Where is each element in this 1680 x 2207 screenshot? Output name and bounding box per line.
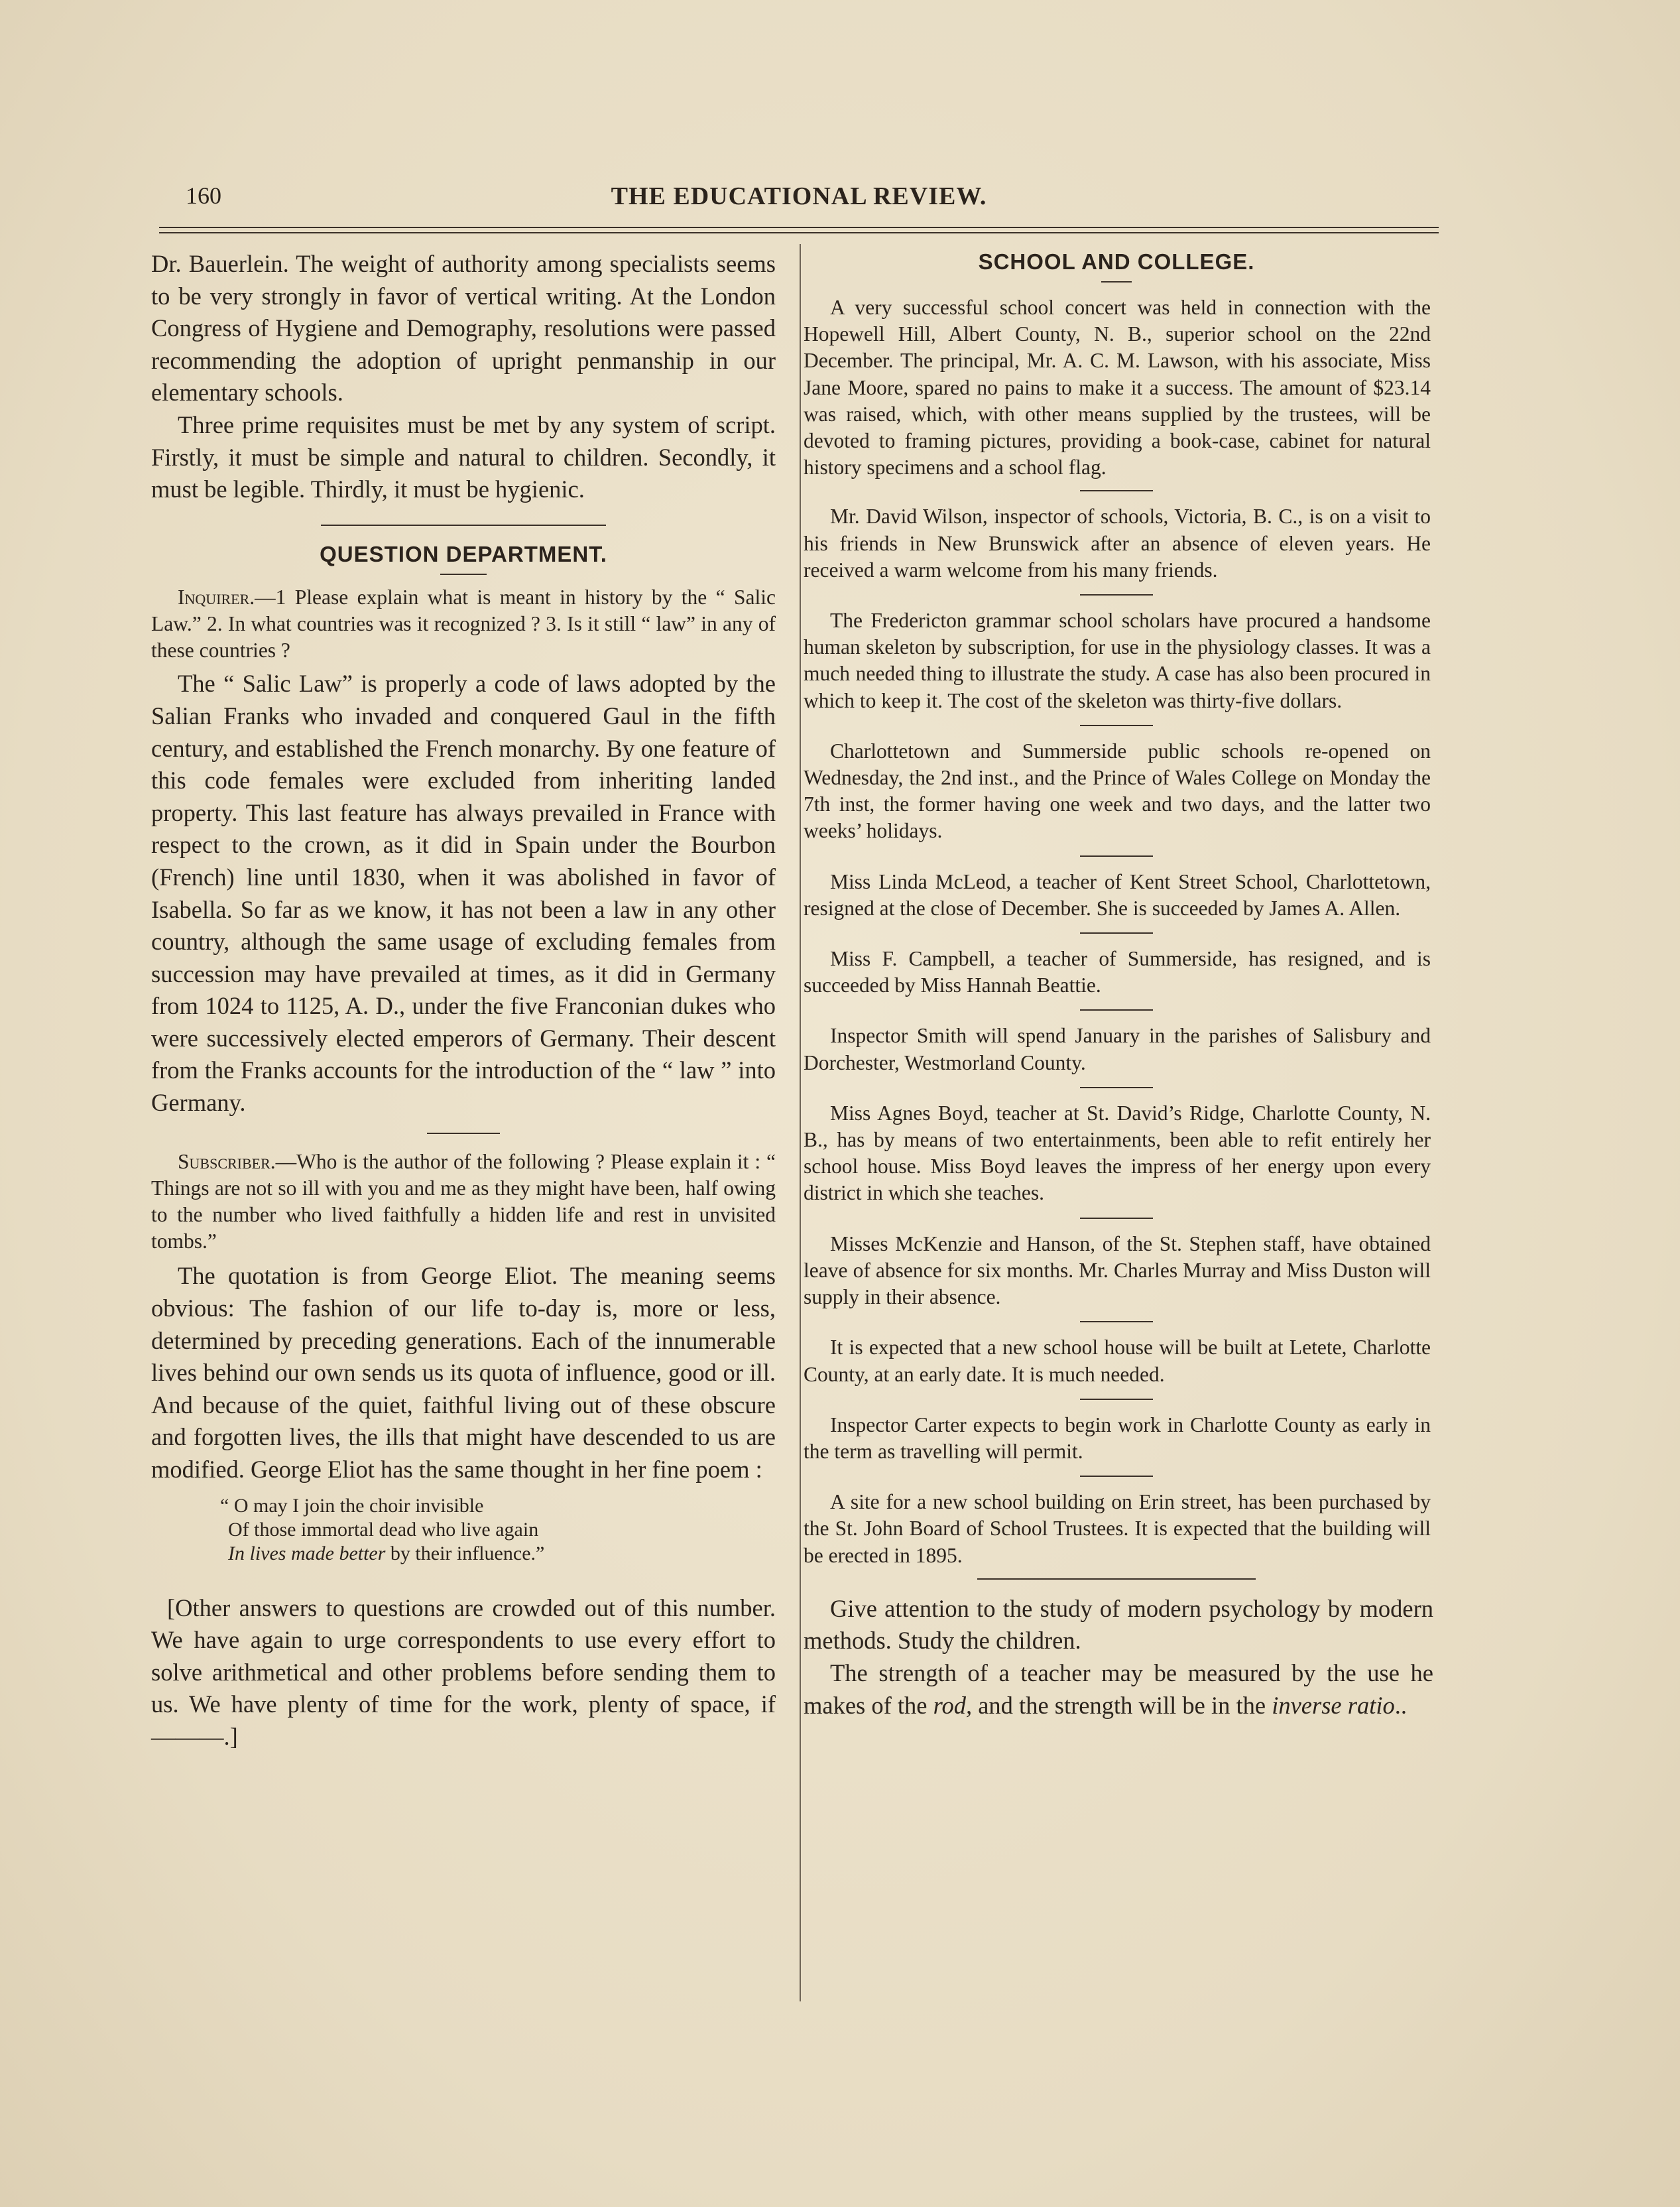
question-inquirer xyxy=(151,584,776,664)
item-separator xyxy=(1080,1321,1153,1322)
page-number: 160 xyxy=(186,182,221,209)
answer-salic-law: The “ Salic Law” is properly a code of laws adopted by the Salian Franks who invaded and conquered Gaul in the fifth century, and established the French monarchy. By one feature of this code females were excluded from inheriting landed property. This last feature has always prevailed in France with respect to the crown, as it did in Spain under the Bourbon (French) line until 1830, when it was abolished in favor of Isabella. So far as we know, it has not been a law in any other country, although the same usage of excluding females from succession may have prevailed at times, as it did in Germany from 1024 to 1125, A. D., under the five Franconian dukes who were successively elected emperors of Germany. Their descent from the Franks accounts for the introduction of the “ law ” into Germany. xyxy=(151,670,776,1117)
header-double-rule xyxy=(159,227,1439,233)
closing-strength-a: The strength of a teacher may be measured by the use he makes of the xyxy=(804,1659,1433,1719)
inquirer-label: Inquirer. xyxy=(178,585,255,609)
heading-dash xyxy=(1101,281,1132,283)
news-item: It is expected that a new school house will be built at Letete, Charlotte County, at an early date. It is much needed. xyxy=(804,1336,1431,1386)
item-separator xyxy=(1080,725,1153,726)
item-separator xyxy=(1080,1399,1153,1400)
poem-line-3 xyxy=(228,1542,776,1566)
item-separator xyxy=(1080,1476,1153,1477)
poem-line-1: “ O may I join the choir invisible xyxy=(220,1494,484,1517)
paragraph-requisites: Three prime requisites must be met by any system of script. Firstly, it must be simple and natural to children. Secondly, it must be legible. Thirdly, it must be hygienic. xyxy=(151,410,776,503)
poem-line-2: Of those immortal dead who live again xyxy=(228,1518,539,1541)
news-item: A site for a new school building on Erin street, has been purchased by the St. John Board of School Trustees. It is expected that the building will be erected in 1895. xyxy=(804,1490,1431,1567)
paragraph-vertical-writing: Dr. Bauerlein. The weight of authority among specialists seems to be very strongly in favor of vertical writing. At the London Congress of Hygiene and Demography, resolutions were passed recommending the adoption of upright penmanship in our elementary schools. xyxy=(151,250,776,407)
answer-george-eliot: The quotation is from George Eliot. The meaning seems obvious: The fashion of our life to-day is, more or less, determined by preceding generations. Each of the innumerable lives behind our own sends us its quota of influence, good or ill. And because of the quiet, faithful living out of these obscure and forgotten lives, the ills that might have descended to us are modified. George Eliot has the same thought in her fine poem : xyxy=(151,1262,776,1483)
closing-strength-b: and the strength will be in the xyxy=(972,1691,1272,1719)
subscriber-question: —Who is the author of the following ? Please explain it : “ Things are not so ill with you and me as they might have been, half owing to the number who lived faithfully a hidden life and rest in unvisited tombs.” xyxy=(151,1149,776,1253)
item-separator xyxy=(1080,490,1153,491)
news-item: Miss Agnes Boyd, teacher at St. David’s Ridge, Charlotte County, N. B., has by means of two entertainments, been able to refit entirely her school house. Miss Boyd leaves the impress of her energy upon every district in which she teaches. xyxy=(804,1101,1431,1205)
section-rule xyxy=(977,1578,1256,1580)
left-column xyxy=(151,245,776,1753)
question-subscriber xyxy=(151,1149,776,1255)
page-header xyxy=(159,174,1439,214)
item-separator xyxy=(1080,855,1153,857)
closing-psychology: Give attention to the study of modern psychology by modern methods. Study the children. xyxy=(804,1594,1433,1655)
news-item: A very successful school concert was held in connection with the Hopewell Hill, Albert County, N. B., superior school on the 22nd December. The principal, Mr. A. C. M. Lawson, with his associate, Miss Jane Moore, spared no pains to make it a success. The amount of $23.14 was raised, which, with other means supplied by the trustees, will be devoted to framing pictures, providing a book-case, cabinet for natural history specimens and a school flag. xyxy=(804,296,1431,479)
item-separator xyxy=(1080,1009,1153,1011)
news-item: Misses McKenzie and Hanson, of the St. Stephen staff, have obtained leave of absence for six months. Mr. Charles Murray and Miss Duston will supply in their absence. xyxy=(804,1231,1431,1309)
heading-dash xyxy=(440,574,487,575)
poem-line-3-rest: by their influence.” xyxy=(385,1542,545,1564)
subscriber-label: Subscriber. xyxy=(178,1149,276,1173)
right-column xyxy=(800,245,1433,1722)
question-department-heading: QUESTION DEPARTMENT. xyxy=(320,541,607,566)
item-separator xyxy=(1080,1218,1153,1219)
news-item: Inspector Carter expects to begin work in Charlotte County as early in the term as travelling will permit. xyxy=(804,1413,1431,1463)
news-item: Miss F. Campbell, a teacher of Summerside, has resigned, and is succeeded by Miss Hannah Beattie. xyxy=(804,947,1431,997)
news-item: Inspector Smith will spend January in the parishes of Salisbury and Dorchester, Westmorland County. xyxy=(804,1024,1431,1074)
news-item: Miss Linda McLeod, a teacher of Kent Street School, Charlottetown, resigned at the close of December. She is succeeded by James A. Allen. xyxy=(804,869,1431,920)
item-separator xyxy=(427,1133,500,1134)
closing-end: .. xyxy=(1394,1691,1407,1719)
item-separator xyxy=(1080,932,1153,934)
news-item: The Fredericton grammar school scholars have procured a handsome human skeleton by subscription, for use in the physiology classes. It was a much needed thing to illustrate the study. A case has also been procured in which to keep it. The cost of the skeleton was thirty-five dollars. xyxy=(804,609,1431,712)
closing-inverse-ratio: inverse ratio xyxy=(1272,1691,1395,1719)
closing-note: [Other answers to questions are crowded out of this number. We have again to urge correspondents to use every effort to solve arithmetical and other problems before sending them to us. We have plenty of time for the work, plenty of space, if ———.] xyxy=(151,1594,776,1751)
closing-rod: rod, xyxy=(933,1691,973,1719)
running-title: THE EDUCATIONAL REVIEW. xyxy=(611,182,987,210)
poem-line-3-italic: In lives made better xyxy=(228,1542,386,1564)
item-separator xyxy=(1080,594,1153,596)
inquirer-question: —1 Please explain what is meant in history by the “ Salic Law.” 2. In what countries was it recognized ? 3. Is it still “ law” in any of these countries ? xyxy=(151,585,776,662)
closing-strength xyxy=(800,1657,1433,1722)
school-college-heading: SCHOOL AND COLLEGE. xyxy=(978,249,1255,274)
item-separator xyxy=(1080,1087,1153,1088)
news-item: Charlottetown and Summerside public schools re-opened on Wednesday, the 2nd inst., and the Prince of Wales College on Monday the 7th inst, the former having one week and two days, and the latter two weeks’ holidays. xyxy=(804,739,1431,843)
section-rule xyxy=(321,525,606,526)
poem-quotation xyxy=(220,1494,776,1566)
news-item: Mr. David Wilson, inspector of schools, Victoria, B. C., is on a visit to his friends in New Brunswick after an absence of eleven years. He received a warm welcome from his many friends. xyxy=(804,505,1431,582)
